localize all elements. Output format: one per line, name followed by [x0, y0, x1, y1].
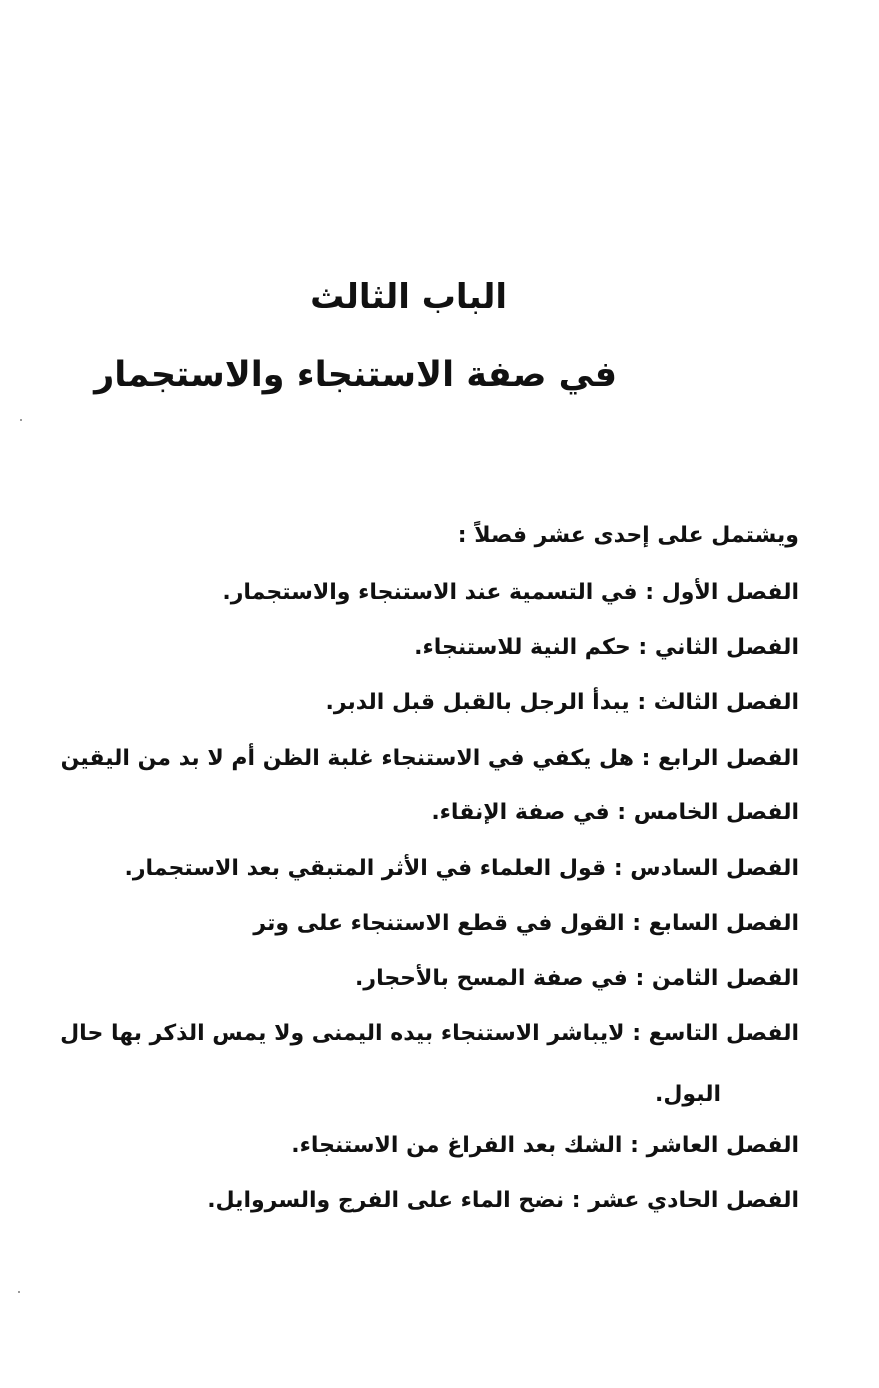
- scan-speck: [20, 419, 22, 421]
- chapter-title: الباب الثالث: [310, 277, 507, 317]
- section-line-10: الفصل العاشر : الشك بعد الفراغ من الاستنجاء.: [291, 1133, 799, 1158]
- section-line-11: الفصل الحادي عشر : نضح الماء على الفرج والسروايل.: [207, 1188, 799, 1213]
- intro-line: ويشتمل على إحدى عشر فصلاً :: [457, 523, 799, 548]
- section-line-1: الفصل الأول : في التسمية عند الاستنجاء والاستجمار.: [222, 580, 799, 605]
- section-line-5: الفصل الخامس : في صفة الإنقاء.: [431, 800, 799, 825]
- section-line-3: الفصل الثالث : يبدأ الرجل بالقبل قبل الدبر.: [325, 690, 799, 715]
- section-line-7: الفصل السابع : القول في قطع الاستنجاء على وتر: [253, 911, 799, 936]
- section-line-9-continuation: البول.: [654, 1082, 721, 1107]
- section-line-8: الفصل الثامن : في صفة المسح بالأحجار.: [355, 966, 799, 991]
- section-line-2: الفصل الثاني : حكم النية للاستنجاء.: [414, 635, 799, 660]
- chapter-subtitle: في صفة الاستنجاء والاستجمار: [94, 355, 617, 395]
- section-line-9: الفصل التاسع : لايباشر الاستنجاء بيده اليمنى ولا يمس الذكر بها حال: [60, 1021, 799, 1046]
- section-line-4: الفصل الرابع : هل يكفي في الاستنجاء غلبة الظن أم لا بد من اليقين: [60, 746, 799, 771]
- scan-speck: [18, 1291, 20, 1293]
- section-line-6: الفصل السادس : قول العلماء في الأثر المتبقي بعد الاستجمار.: [124, 856, 799, 881]
